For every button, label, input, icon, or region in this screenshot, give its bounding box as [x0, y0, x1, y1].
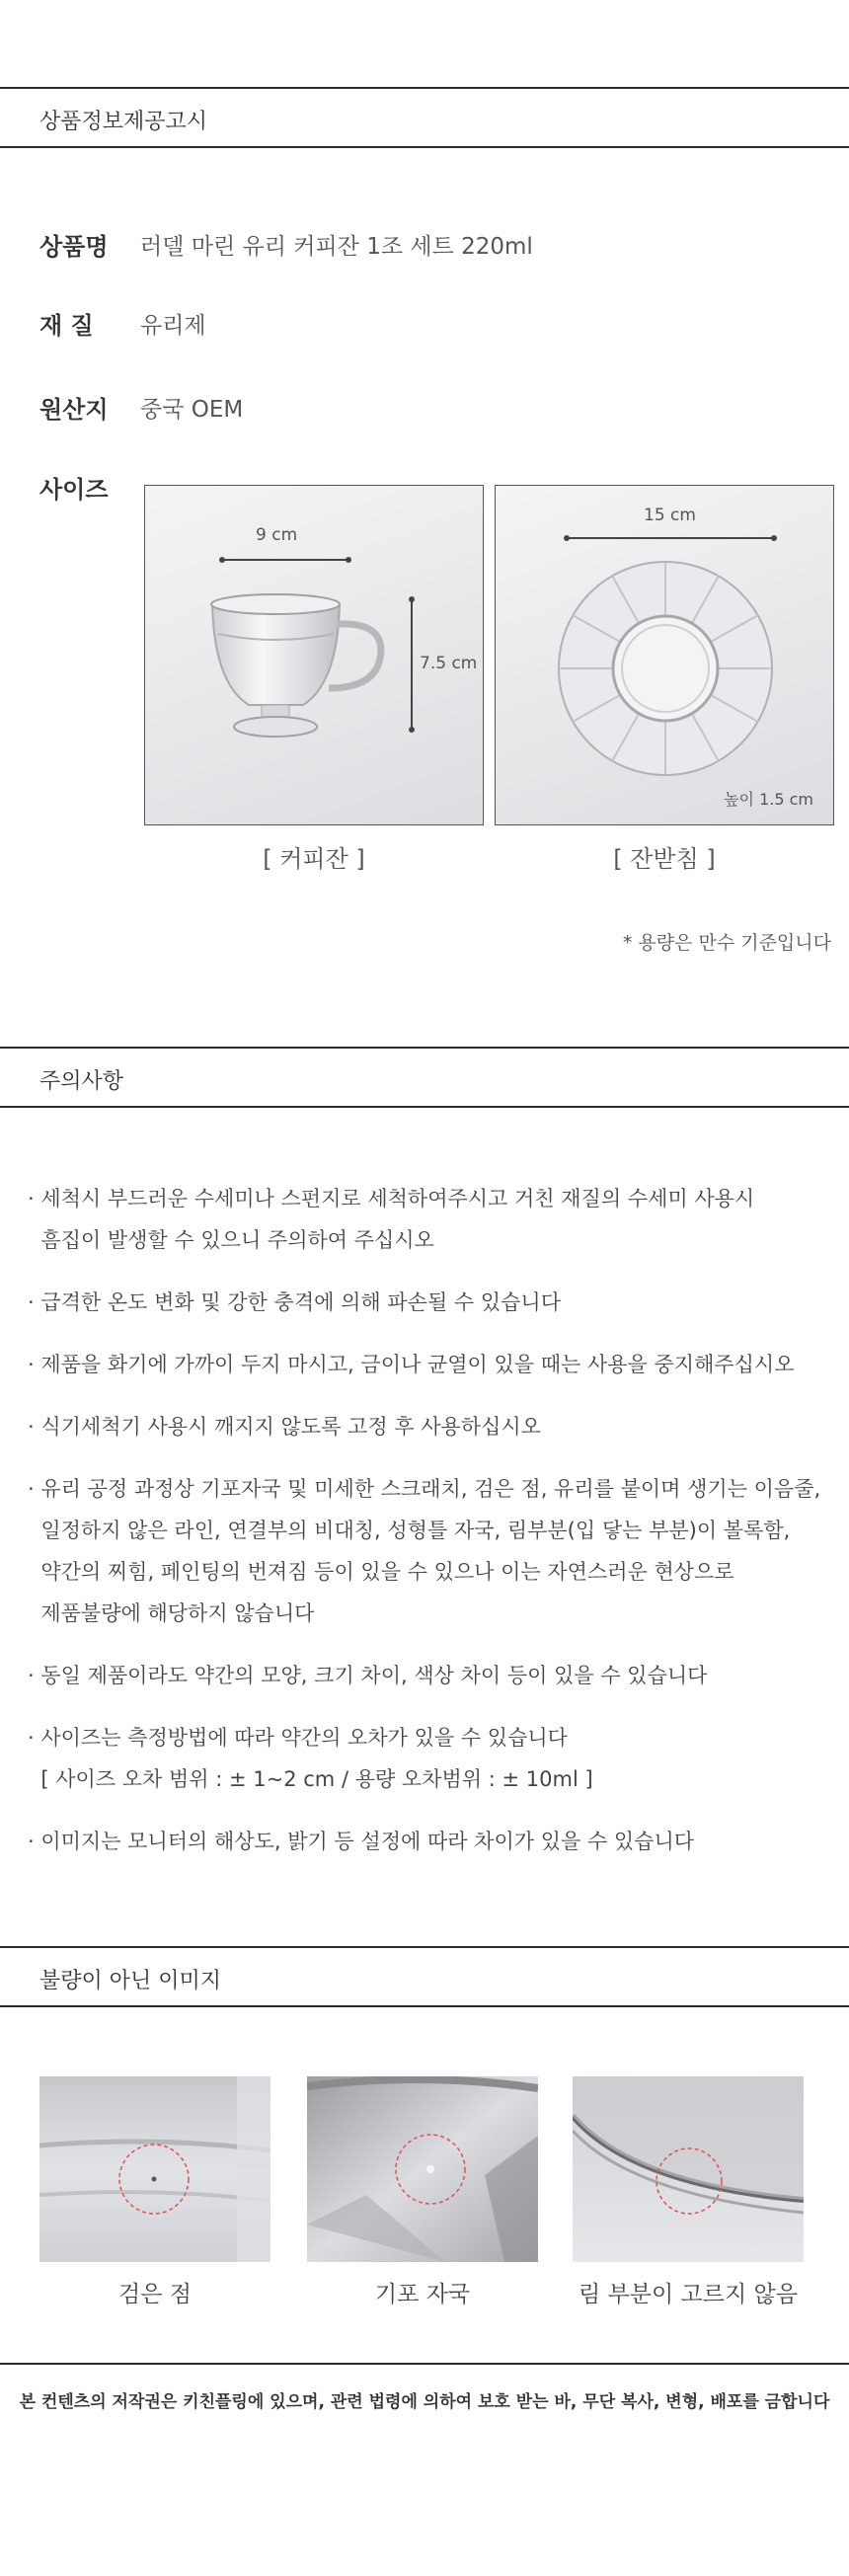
- caution-line: · 식기세척기 사용시 깨지지 않도록 고정 후 사용하십시오: [28, 1415, 541, 1439]
- label-material: 재 질: [39, 312, 94, 340]
- defect-caption: 림 부분이 고르지 않음: [579, 2282, 798, 2307]
- section-header-product-info: [0, 87, 849, 148]
- footer-divider: [0, 2363, 849, 2365]
- caution-item: [28, 1344, 795, 1385]
- caution-item: [28, 1282, 561, 1323]
- caution-item: [28, 1821, 694, 1862]
- saucer-caption: [ 잔받침 ]: [613, 845, 716, 873]
- caution-line: · 세척시 부드러운 수세미나 스펀지로 세척하여주시고 거친 재질의 수세미 사용시: [28, 1187, 755, 1210]
- label-size: 사이즈: [39, 476, 109, 504]
- caution-line: · 제품을 화기에 가까이 두지 마시고, 금이나 균열이 있을 때는 사용을 중지해주십시오: [28, 1353, 795, 1376]
- caution-line: 약간의 찌힘, 페인팅의 번져짐 등이 있을 수 있으나 이는 자연스러운 현상으로: [28, 1560, 734, 1584]
- cup-height-label: 7.5 cm: [420, 654, 478, 673]
- defect-image-uneven-rim: [573, 2076, 804, 2262]
- value-origin: 중국 OEM: [140, 397, 244, 423]
- caution-line: 흠집이 발생할 수 있으니 주의하여 주십시오: [28, 1228, 434, 1252]
- defect-caption: 검은 점: [118, 2282, 192, 2307]
- caution-item: [28, 1178, 754, 1261]
- saucer-size-image: [495, 485, 834, 825]
- section-title: 주의사항: [39, 1069, 124, 1094]
- value-material: 유리제: [140, 313, 206, 339]
- defect-image-black-dot: [39, 2076, 270, 2262]
- section-header-cautions: [0, 1047, 849, 1108]
- label-product-name: 상품명: [39, 233, 109, 261]
- caution-line: · 이미지는 모니터의 해상도, 밝기 등 설정에 따라 차이가 있을 수 있습니다: [28, 1830, 695, 1853]
- caution-item: [28, 1717, 593, 1800]
- copyright-notice: 본 컨텐츠의 저작권은 키친플링에 있으며, 관련 법령에 의하여 보호 받는 바, 무단 복사, 변형, 배포를 금합니다: [19, 2392, 830, 2412]
- saucer-width-label: 15 cm: [644, 506, 696, 525]
- defect-image-bubble-mark: [307, 2076, 538, 2262]
- caution-line: · 급격한 온도 변화 및 강한 충격에 의해 파손될 수 있습니다: [28, 1290, 562, 1314]
- caution-line: · 사이즈는 측정방법에 따라 약간의 오차가 있을 수 있습니다: [28, 1726, 568, 1750]
- section-title: 상품정보제공고시: [39, 110, 208, 134]
- cup-size-image: [144, 485, 484, 825]
- caution-item: [28, 1655, 707, 1696]
- caution-line: 제품불량에 해당하지 않습니다: [28, 1601, 315, 1625]
- defect-caption: 기포 자국: [374, 2282, 471, 2307]
- caution-line: · 동일 제품이라도 약간의 모양, 크기 차이, 색상 차이 등이 있을 수 있습니다: [28, 1664, 708, 1687]
- label-origin: 원산지: [39, 396, 109, 424]
- caution-line: 일정하지 않은 라인, 연결부의 비대칭, 성형틀 자국, 림부분(입 닿는 부분)이 볼록함,: [28, 1519, 791, 1542]
- section-title: 불량이 아닌 이미지: [39, 1969, 222, 1993]
- value-product-name: 러델 마린 유리 커피잔 1조 세트 220ml: [140, 234, 533, 260]
- saucer-height-label: 높이 1.5 cm: [724, 790, 813, 809]
- capacity-note: * 용량은 만수 기준입니다: [622, 932, 831, 954]
- caution-item: [28, 1406, 541, 1447]
- cup-width-label: 9 cm: [256, 525, 298, 545]
- section-header-not-defects: [0, 1946, 849, 2007]
- caution-line: · 유리 공정 과정상 기포자국 및 미세한 스크래치, 검은 점, 유리를 붙이며 생기는 이음줄,: [28, 1477, 821, 1501]
- caution-item: [28, 1468, 820, 1634]
- caution-line: [ 사이즈 오차 범위 : ± 1~2 cm / 용량 오차범위 : ± 10ml ]: [28, 1767, 593, 1791]
- cup-caption: [ 커피잔 ]: [263, 845, 365, 873]
- saucer-illustration: [496, 486, 834, 825]
